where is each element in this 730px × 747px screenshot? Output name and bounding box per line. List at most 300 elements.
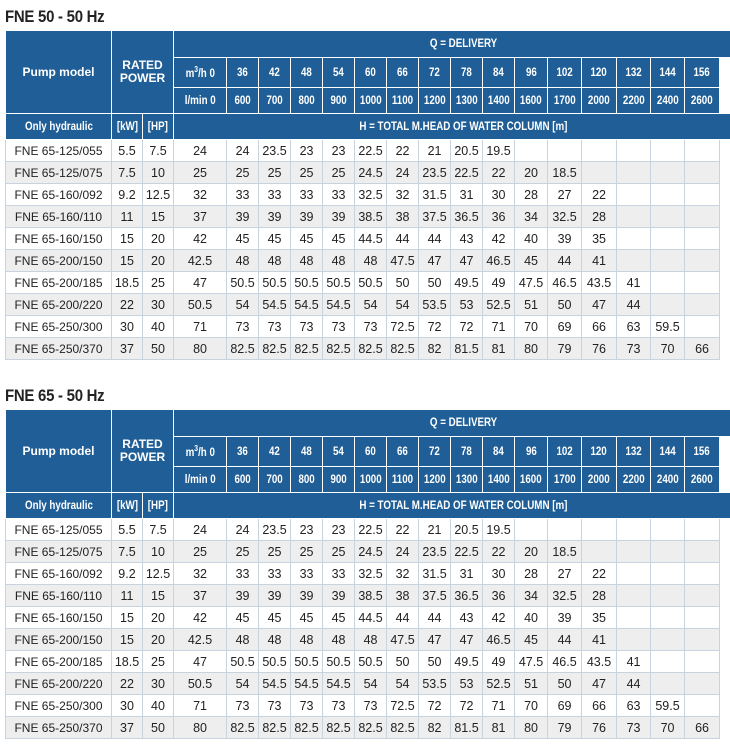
head-value-cell xyxy=(651,519,685,541)
head-value-cell: 23 xyxy=(323,140,355,162)
pump-model-cell: FNE 65-200/220 xyxy=(6,294,112,316)
power-kw-cell: 37 xyxy=(112,338,143,360)
power-kw-cell: 15 xyxy=(112,607,143,629)
head-value-cell: 81 xyxy=(483,717,515,739)
head-value-cell: 22.5 xyxy=(355,140,387,162)
head-value-cell: 25 xyxy=(291,162,323,184)
head-value-cell: 39 xyxy=(291,206,323,228)
head-value-cell: 37.5 xyxy=(419,585,451,607)
pump-model-cell: FNE 65-160/150 xyxy=(6,228,112,250)
table-row xyxy=(6,294,730,316)
pump-model-header: Pump model xyxy=(6,410,112,493)
head-value-cell: 47 xyxy=(582,673,617,695)
head-value-cell: 48 xyxy=(227,250,259,272)
head-value-cell: 76 xyxy=(582,717,617,739)
head-value-cell xyxy=(582,162,617,184)
head-value-cell: 39 xyxy=(259,585,291,607)
head-value-cell: 32.5 xyxy=(355,184,387,206)
head-value-cell xyxy=(685,316,720,338)
head-value-cell: 42.5 xyxy=(174,629,227,651)
flow-lmin-header: 1000 xyxy=(355,88,387,114)
head-value-cell: 33 xyxy=(291,184,323,206)
head-value-cell: 39 xyxy=(259,206,291,228)
head-value-cell: 32 xyxy=(174,184,227,206)
kw-unit-header: [kW] xyxy=(112,493,143,519)
head-value-cell: 20.5 xyxy=(451,519,483,541)
delivery-header: Q = DELIVERY xyxy=(174,31,730,58)
head-value-cell: 47 xyxy=(582,294,617,316)
head-value-cell: 71 xyxy=(483,695,515,717)
head-value-cell: 54.5 xyxy=(323,673,355,695)
head-value-cell: 76 xyxy=(582,338,617,360)
head-value-cell: 39 xyxy=(548,228,582,250)
power-hp-cell: 50 xyxy=(143,717,174,739)
head-value-cell: 73 xyxy=(323,316,355,338)
head-value-cell: 47 xyxy=(174,272,227,294)
unit-m3h-label: $m^3/h$ 0 xyxy=(174,58,227,88)
head-value-cell: 82.5 xyxy=(259,717,291,739)
head-value-cell: 44 xyxy=(617,673,651,695)
power-kw-cell: 30 xyxy=(112,695,143,717)
head-value-cell: 39 xyxy=(548,607,582,629)
head-value-cell: 36.5 xyxy=(451,206,483,228)
head-value-cell: 50.5 xyxy=(174,294,227,316)
flow-lmin-header: 1700 xyxy=(548,88,582,114)
head-value-cell xyxy=(617,184,651,206)
head-value-cell: 20.5 xyxy=(451,140,483,162)
head-value-cell: 81 xyxy=(483,338,515,360)
head-value-cell: 39 xyxy=(291,585,323,607)
head-value-cell xyxy=(617,629,651,651)
table-row xyxy=(6,563,730,585)
head-value-cell: 20 xyxy=(515,541,548,563)
header-row-delivery xyxy=(6,410,730,437)
head-value-cell: 28 xyxy=(582,585,617,607)
power-hp-cell: 15 xyxy=(143,206,174,228)
head-value-cell: 39 xyxy=(227,585,259,607)
head-value-cell: 73 xyxy=(355,316,387,338)
head-value-cell: 38 xyxy=(387,206,419,228)
head-value-cell: 46.5 xyxy=(548,651,582,673)
header-row-delivery xyxy=(6,31,730,58)
head-value-cell: 82.5 xyxy=(227,338,259,360)
head-value-cell: 43 xyxy=(451,228,483,250)
head-value-cell: 34 xyxy=(515,206,548,228)
power-hp-cell: 10 xyxy=(143,541,174,563)
head-value-cell: 46.5 xyxy=(483,250,515,272)
flow-m3h-header: 84 xyxy=(483,58,515,88)
head-value-cell: 63 xyxy=(617,316,651,338)
head-value-cell: 44 xyxy=(387,228,419,250)
head-value-cell: 54 xyxy=(355,673,387,695)
flow-lmin-header: 1400 xyxy=(483,467,515,493)
power-kw-cell: 7.5 xyxy=(112,162,143,184)
head-value-cell: 69 xyxy=(548,316,582,338)
head-value-cell: 47 xyxy=(451,250,483,272)
head-value-cell: 47 xyxy=(419,629,451,651)
head-value-cell: 23 xyxy=(291,140,323,162)
head-value-cell: 70 xyxy=(651,717,685,739)
head-value-cell: 50 xyxy=(548,673,582,695)
head-value-cell xyxy=(685,695,720,717)
head-value-cell: 47 xyxy=(174,651,227,673)
head-value-cell: 54 xyxy=(227,673,259,695)
head-value-cell xyxy=(651,585,685,607)
head-value-cell xyxy=(685,250,720,272)
head-value-cell: 45 xyxy=(323,228,355,250)
flow-m3h-header: 54 xyxy=(323,437,355,467)
flow-m3h-header: 42 xyxy=(259,58,291,88)
head-value-cell: 54 xyxy=(387,294,419,316)
power-kw-cell: 22 xyxy=(112,294,143,316)
pump-model-cell: FNE 65-250/300 xyxy=(6,316,112,338)
head-value-cell xyxy=(685,206,720,228)
flow-lmin-header: 2600 xyxy=(685,467,720,493)
pump-model-cell: FNE 65-200/185 xyxy=(6,272,112,294)
head-value-cell: 19.5 xyxy=(483,519,515,541)
head-value-cell: 72.5 xyxy=(387,316,419,338)
head-value-cell: 50 xyxy=(548,294,582,316)
head-value-cell: 66 xyxy=(685,717,720,739)
flow-lmin-header: 2200 xyxy=(617,88,651,114)
head-value-cell: 22 xyxy=(582,563,617,585)
head-value-cell: 81.5 xyxy=(451,717,483,739)
flow-lmin-header: 700 xyxy=(259,467,291,493)
head-value-cell: 45 xyxy=(259,228,291,250)
head-value-cell: 50.5 xyxy=(227,272,259,294)
flow-lmin-header: 1600 xyxy=(515,88,548,114)
head-value-cell: 80 xyxy=(174,717,227,739)
hp-unit-header: [HP] xyxy=(143,493,174,519)
head-value-cell xyxy=(617,563,651,585)
power-hp-cell: 12.5 xyxy=(143,184,174,206)
flow-m3h-header: 36 xyxy=(227,437,259,467)
head-value-cell: 69 xyxy=(548,695,582,717)
head-value-cell: 33 xyxy=(323,184,355,206)
head-value-cell xyxy=(651,140,685,162)
head-value-cell: 22 xyxy=(483,541,515,563)
head-value-cell: 32 xyxy=(174,563,227,585)
head-value-cell xyxy=(685,651,720,673)
flow-lmin-header: 1200 xyxy=(419,88,451,114)
flow-m3h-header: 78 xyxy=(451,58,483,88)
flow-m3h-header: 120 xyxy=(582,437,617,467)
pump-model-cell: FNE 65-160/110 xyxy=(6,585,112,607)
head-value-cell: 48 xyxy=(291,629,323,651)
pump-model-cell: FNE 65-200/185 xyxy=(6,651,112,673)
head-value-cell: 33 xyxy=(259,563,291,585)
head-value-cell xyxy=(515,519,548,541)
head-value-cell xyxy=(685,272,720,294)
head-value-cell: 18.5 xyxy=(548,541,582,563)
section-title: FNE 50 - 50 Hz xyxy=(5,7,105,26)
power-hp-cell: 30 xyxy=(143,294,174,316)
head-value-cell: 25 xyxy=(259,541,291,563)
flow-lmin-header: 1300 xyxy=(451,467,483,493)
power-hp-cell: 25 xyxy=(143,651,174,673)
table-row xyxy=(6,629,730,651)
head-value-cell: 41 xyxy=(617,651,651,673)
head-value-cell xyxy=(651,184,685,206)
head-value-cell: 50 xyxy=(419,651,451,673)
power-hp-cell: 12.5 xyxy=(143,563,174,585)
flow-m3h-header: 96 xyxy=(515,437,548,467)
head-value-cell: 18.5 xyxy=(548,162,582,184)
flow-m3h-header: 78 xyxy=(451,437,483,467)
head-value-cell: 52.5 xyxy=(483,294,515,316)
flow-lmin-header: 1100 xyxy=(387,467,419,493)
flow-lmin-header: 700 xyxy=(259,88,291,114)
head-value-cell: 50.5 xyxy=(355,651,387,673)
power-kw-cell: 11 xyxy=(112,585,143,607)
flow-lmin-header: 2400 xyxy=(651,88,685,114)
head-value-cell xyxy=(651,629,685,651)
flow-lmin-header: 1700 xyxy=(548,467,582,493)
head-value-cell xyxy=(685,673,720,695)
pump-model-cell: FNE 65-160/092 xyxy=(6,184,112,206)
head-value-cell: 50.5 xyxy=(291,651,323,673)
rated-power-header: RATED POWER xyxy=(112,410,174,493)
head-value-cell: 33 xyxy=(323,563,355,585)
head-value-cell: 44 xyxy=(419,228,451,250)
head-value-cell: 71 xyxy=(174,316,227,338)
head-value-cell: 82.5 xyxy=(291,717,323,739)
flow-m3h-header: 66 xyxy=(387,437,419,467)
flow-m3h-header: 72 xyxy=(419,437,451,467)
head-value-cell: 82.5 xyxy=(387,717,419,739)
head-value-cell: 44 xyxy=(548,629,582,651)
flow-m3h-header: 102 xyxy=(548,437,582,467)
power-kw-cell: 5.5 xyxy=(112,519,143,541)
hp-unit-header: [HP] xyxy=(143,114,174,140)
head-value-cell: 73 xyxy=(259,316,291,338)
head-value-cell: 49.5 xyxy=(451,651,483,673)
head-value-cell: 27 xyxy=(548,563,582,585)
head-value-cell: 72.5 xyxy=(387,695,419,717)
power-hp-cell: 7.5 xyxy=(143,519,174,541)
head-value-cell: 54.5 xyxy=(291,294,323,316)
head-value-cell xyxy=(617,250,651,272)
head-value-cell: 50 xyxy=(387,272,419,294)
table-row xyxy=(6,228,730,250)
head-value-cell: 47.5 xyxy=(515,272,548,294)
head-value-cell xyxy=(548,519,582,541)
flow-m3h-header: 48 xyxy=(291,437,323,467)
head-value-cell: 71 xyxy=(174,695,227,717)
head-value-cell: 35 xyxy=(582,228,617,250)
head-value-cell: 37 xyxy=(174,585,227,607)
head-value-cell: 48 xyxy=(323,629,355,651)
head-value-cell: 34 xyxy=(515,585,548,607)
head-value-cell: 50.5 xyxy=(355,272,387,294)
head-value-cell: 80 xyxy=(515,338,548,360)
head-value-cell: 32 xyxy=(387,563,419,585)
power-kw-cell: 5.5 xyxy=(112,140,143,162)
flow-m3h-header: 42 xyxy=(259,437,291,467)
head-value-cell: 30 xyxy=(483,563,515,585)
head-value-cell xyxy=(617,519,651,541)
head-value-cell: 21 xyxy=(419,140,451,162)
pump-model-cell: FNE 65-250/370 xyxy=(6,717,112,739)
head-value-cell: 72 xyxy=(451,695,483,717)
flow-m3h-header: 66 xyxy=(387,58,419,88)
head-value-cell: 59.5 xyxy=(651,316,685,338)
head-value-cell xyxy=(651,250,685,272)
head-value-cell xyxy=(685,629,720,651)
head-value-cell xyxy=(685,519,720,541)
head-value-cell: 45 xyxy=(227,228,259,250)
unit-lmin-label: l/min 0 xyxy=(174,467,227,493)
flow-m3h-header: 36 xyxy=(227,58,259,88)
head-value-cell xyxy=(685,228,720,250)
head-value-cell: 45 xyxy=(259,607,291,629)
flow-m3h-header: 96 xyxy=(515,58,548,88)
head-value-cell: 38 xyxy=(387,585,419,607)
section-title: FNE 65 - 50 Hz xyxy=(5,386,105,405)
unit-m3h-label: $m^3/h$ 0 xyxy=(174,437,227,467)
table-row xyxy=(6,140,730,162)
pump-table-section-fne50 xyxy=(0,4,730,360)
head-value-cell: 47.5 xyxy=(515,651,548,673)
head-value-cell: 81.5 xyxy=(451,338,483,360)
flow-lmin-header: 800 xyxy=(291,88,323,114)
head-value-cell: 19.5 xyxy=(483,140,515,162)
head-value-cell: 73 xyxy=(355,695,387,717)
head-value-cell: 22 xyxy=(483,162,515,184)
head-value-cell: 21 xyxy=(419,519,451,541)
head-value-cell xyxy=(515,140,548,162)
head-value-cell xyxy=(685,541,720,563)
head-value-cell: 79 xyxy=(548,338,582,360)
head-value-cell: 82.5 xyxy=(323,338,355,360)
head-value-cell: 47.5 xyxy=(387,629,419,651)
head-value-cell: 54.5 xyxy=(259,673,291,695)
head-value-cell: 73 xyxy=(291,695,323,717)
head-value-cell: 37.5 xyxy=(419,206,451,228)
head-value-cell: 32.5 xyxy=(355,563,387,585)
head-value-cell: 40 xyxy=(515,607,548,629)
head-value-cell: 33 xyxy=(259,184,291,206)
head-value-cell: 48 xyxy=(259,250,291,272)
pump-model-cell: FNE 65-160/092 xyxy=(6,563,112,585)
head-value-cell: 42 xyxy=(174,607,227,629)
head-value-cell: 53 xyxy=(451,673,483,695)
head-header: H = TOTAL M.HEAD OF WATER COLUMN [m] xyxy=(174,114,730,140)
table-row xyxy=(6,272,730,294)
head-value-cell: 47 xyxy=(419,250,451,272)
flow-lmin-header: 1600 xyxy=(515,467,548,493)
head-value-cell: 22.5 xyxy=(355,519,387,541)
table-row xyxy=(6,338,730,360)
flow-lmin-header: 900 xyxy=(323,88,355,114)
head-value-cell: 73 xyxy=(227,316,259,338)
head-value-cell: 22.5 xyxy=(451,162,483,184)
head-value-cell xyxy=(651,651,685,673)
head-value-cell xyxy=(685,294,720,316)
head-value-cell: 38.5 xyxy=(355,585,387,607)
pump-model-cell: FNE 65-125/055 xyxy=(6,519,112,541)
table-row xyxy=(6,250,730,272)
head-value-cell: 54 xyxy=(227,294,259,316)
head-value-cell: 82.5 xyxy=(259,338,291,360)
head-value-cell xyxy=(582,541,617,563)
power-hp-cell: 20 xyxy=(143,228,174,250)
head-value-cell: 66 xyxy=(685,338,720,360)
table-row xyxy=(6,607,730,629)
flow-lmin-header: 2000 xyxy=(582,88,617,114)
head-value-cell: 80 xyxy=(515,717,548,739)
head-value-cell: 36.5 xyxy=(451,585,483,607)
head-value-cell: 50 xyxy=(387,651,419,673)
head-value-cell xyxy=(617,162,651,184)
power-hp-cell: 20 xyxy=(143,250,174,272)
head-value-cell: 52.5 xyxy=(483,673,515,695)
head-value-cell: 24 xyxy=(174,140,227,162)
flow-m3h-header: 54 xyxy=(323,58,355,88)
power-kw-cell: 9.2 xyxy=(112,184,143,206)
only-hydraulic-header: Only hydraulic xyxy=(6,493,112,519)
head-value-cell: 48 xyxy=(291,250,323,272)
head-value-cell: 54 xyxy=(387,673,419,695)
unit-lmin-label: l/min 0 xyxy=(174,88,227,114)
head-value-cell: 72 xyxy=(419,695,451,717)
flow-m3h-header: 84 xyxy=(483,437,515,467)
flow-m3h-header: 60 xyxy=(355,58,387,88)
power-kw-cell: 18.5 xyxy=(112,272,143,294)
head-value-cell xyxy=(582,140,617,162)
head-value-cell: 82.5 xyxy=(323,717,355,739)
head-value-cell: 44 xyxy=(548,250,582,272)
power-kw-cell: 15 xyxy=(112,250,143,272)
head-value-cell: 25 xyxy=(323,162,355,184)
head-value-cell: 47 xyxy=(451,629,483,651)
head-value-cell xyxy=(651,541,685,563)
head-header: H = TOTAL M.HEAD OF WATER COLUMN [m] xyxy=(174,493,730,519)
flow-lmin-header: 2600 xyxy=(685,88,720,114)
pump-performance-table xyxy=(5,409,730,739)
head-value-cell: 50 xyxy=(419,272,451,294)
power-kw-cell: 37 xyxy=(112,717,143,739)
head-value-cell: 73 xyxy=(323,695,355,717)
flow-m3h-header: 102 xyxy=(548,58,582,88)
pump-model-cell: FNE 65-200/150 xyxy=(6,629,112,651)
delivery-header: Q = DELIVERY xyxy=(174,410,730,437)
flow-lmin-header: 1400 xyxy=(483,88,515,114)
head-value-cell xyxy=(651,228,685,250)
power-hp-cell: 50 xyxy=(143,338,174,360)
table-row xyxy=(6,541,730,563)
power-kw-cell: 18.5 xyxy=(112,651,143,673)
head-value-cell xyxy=(651,563,685,585)
pump-model-cell: FNE 65-250/300 xyxy=(6,695,112,717)
head-value-cell xyxy=(651,206,685,228)
head-value-cell: 25 xyxy=(227,541,259,563)
pump-model-cell: FNE 65-200/220 xyxy=(6,673,112,695)
head-value-cell xyxy=(685,585,720,607)
flow-m3h-header: 144 xyxy=(651,58,685,88)
head-value-cell: 51 xyxy=(515,673,548,695)
head-value-cell: 31 xyxy=(451,184,483,206)
head-value-cell xyxy=(617,541,651,563)
rated-power-header: RATED POWER xyxy=(112,31,174,114)
head-value-cell: 45 xyxy=(227,607,259,629)
flow-lmin-header: 2200 xyxy=(617,467,651,493)
flow-lmin-header: 900 xyxy=(323,467,355,493)
head-value-cell: 42 xyxy=(483,607,515,629)
power-kw-cell: 22 xyxy=(112,673,143,695)
head-value-cell: 36 xyxy=(483,206,515,228)
pump-model-cell: FNE 65-125/075 xyxy=(6,162,112,184)
